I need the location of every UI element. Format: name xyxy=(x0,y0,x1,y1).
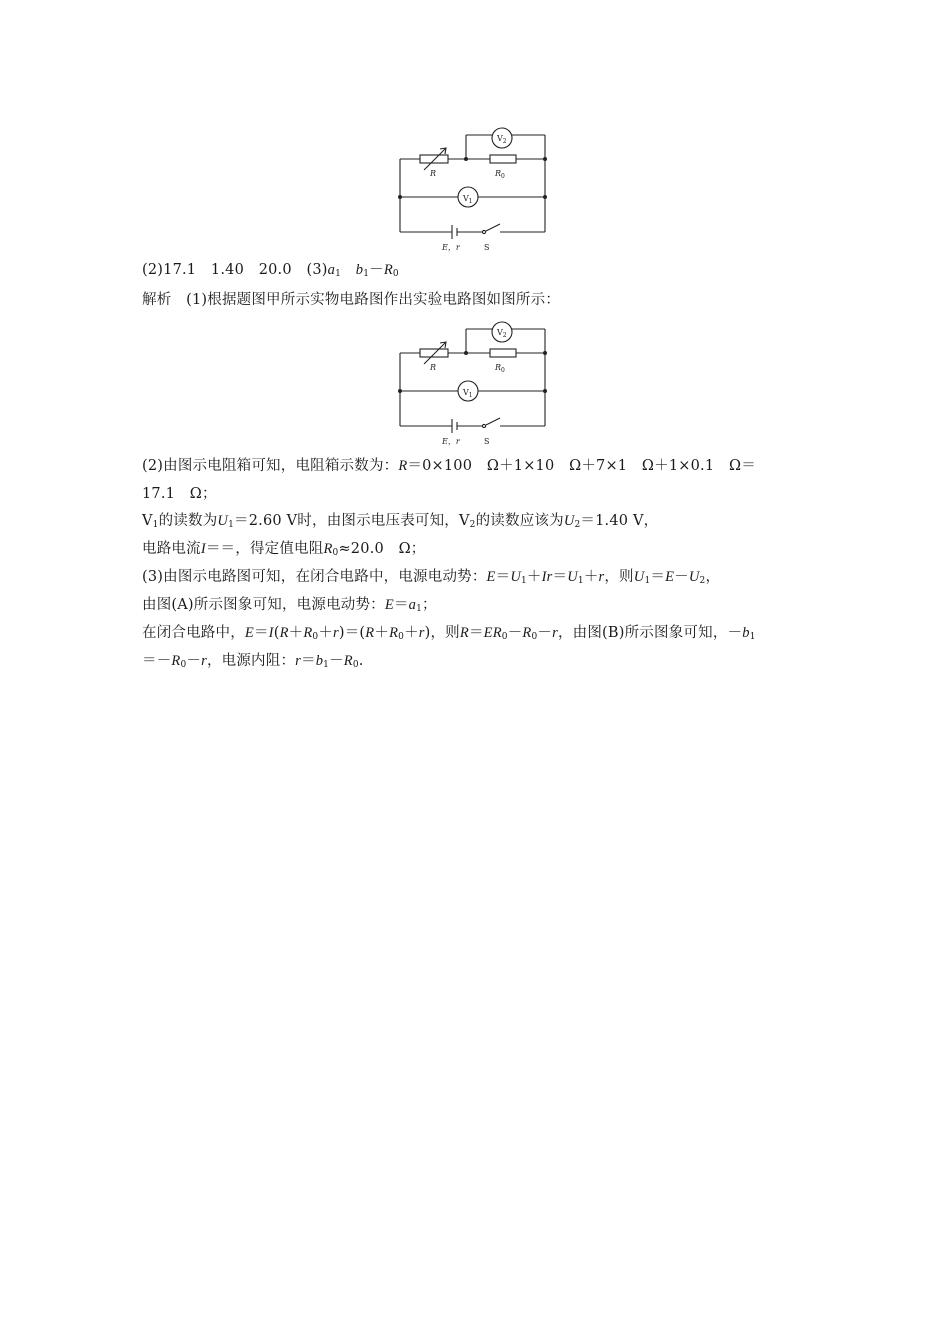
svg-text:R: R xyxy=(430,363,437,372)
svg-text:E，r: E，r xyxy=(442,437,460,446)
paragraph-internal-resistance: $=-R_0-r$，电源内阻：$r=b_1-R_0$. xyxy=(142,653,364,670)
paragraph-closed-circuit: 在闭合电路中，$E=I(R+R_0+r)=(R+R_0+r)$，则$R=ER_0-R_0-r$，由图(B)所示图象可知，$-b_1$ xyxy=(142,625,756,642)
v1-label: $V_1$ xyxy=(463,194,473,205)
paragraph-resistance-box-1: (2)由图示电阻箱可知，电阻箱示数为：R＝0×100 Ω＋1×10 Ω＋7×1 Ω＋1×0.1 Ω＝ xyxy=(142,458,756,474)
rheostat-symbol xyxy=(420,155,448,163)
switch-label: S xyxy=(484,243,490,252)
resistor-r0-symbol xyxy=(490,155,516,163)
circuit-diagram-top xyxy=(396,128,552,252)
paragraph-voltmeter-reading: $V_1$的读数为$U_1=2.60$ V时，由图示电压表可知，$V_2$的读数应该为$U_2=1.40$ V， xyxy=(142,513,659,530)
source-label: E，r xyxy=(442,243,460,252)
paragraph-emf: (3)由图示电路图可知，在闭合电路中，电源电动势：$E=U_1+Ir=U_1+r$，则$U_1=E-U_2$， xyxy=(142,569,721,586)
rheostat-label: R xyxy=(430,169,437,178)
svg-text:V1: $V_1$ xyxy=(463,388,473,399)
switch-symbol xyxy=(486,224,500,231)
v2-label: $V_2$ xyxy=(497,134,507,145)
paragraph-current: 电路电流I＝＝，得定值电阻$R_0\approx 20.0$ Ω； xyxy=(142,541,426,558)
analysis-intro: 解析 (1)根据题图甲所示实物电路图作出实验电路图如图所示： xyxy=(142,292,561,308)
paragraph-graph-a: 由图(A)所示图象可知，电源电动势：$E=a_1$； xyxy=(142,597,437,614)
svg-text:S: S xyxy=(484,437,490,446)
r0-label: $R_0$ xyxy=(495,169,505,180)
paragraph-resistance-box-2: 17.1 Ω； xyxy=(142,486,217,502)
svg-text:V2: $V_2$ xyxy=(497,328,507,339)
answer-line: (2)17.1 1.40 20.0 $(3)a_1$ $b_1-R_0$ xyxy=(142,262,399,279)
circuit-diagram-analysis xyxy=(396,322,552,446)
svg-text:R0: $R_0$ xyxy=(495,363,505,374)
